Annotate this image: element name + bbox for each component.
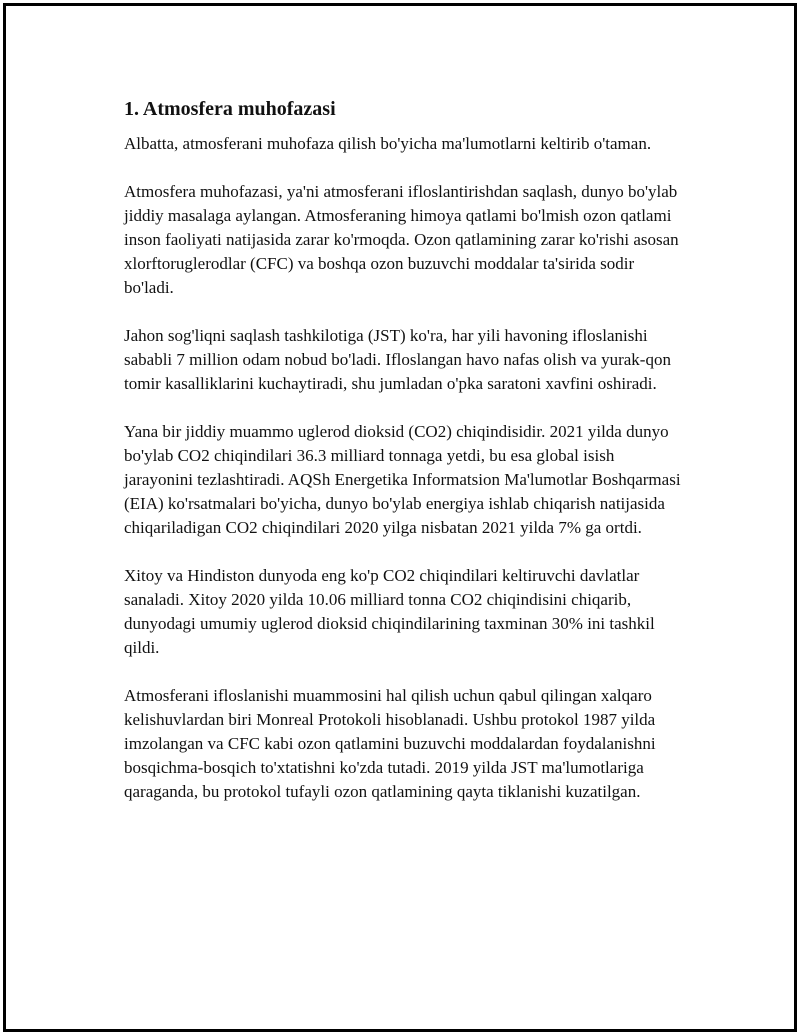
page-frame	[3, 3, 797, 1032]
section-heading: 1. Atmosfera muhofazasi	[124, 98, 336, 120]
paragraph-china-india: Xitoy va Hindiston dunyoda eng ko'p CO2 chiqindilari keltiruvchi davlatlar sanaladi. Xitoy 2020 yilda 10.06 milliard tonna CO2 chiqindisini chiqarib, dunyodagi umumiy uglerod dioksid chiqindilarining taxminan 30% ini tashkil qildi.	[124, 566, 655, 657]
document-body	[124, 96, 684, 828]
paragraph-co2: Yana bir jiddiy muammo uglerod dioksid (CO2) chiqindisidir. 2021 yilda dunyo bo'ylab CO2 chiqindilari 36.3 milliard tonnaga yetdi, bu esa global isish jarayonini tezlashtiradi. AQSh Energetika Informatsion Ma'lumotlar Boshqarmasi (EIA) ko'rsatmalari bo'yicha, dunyo bo'ylab energiya ishlab chiqarish natijasida chiqariladigan CO2 chiqindilari 2020 yilga nisbatan 2021 yilda 7% ga ortdi.	[124, 422, 681, 537]
paragraph-health: Jahon sog'liqni saqlash tashkilotiga (JST) ko'ra, har yili havoning ifloslanishi sababli 7 million odam nobud bo'ladi. Ifloslangan havo nafas olish va yurak-qon tomir kasalliklarini kuchaytiradi, shu jumladan o'pka saratoni xavfini oshiradi.	[124, 326, 671, 393]
paragraph-montreal: Atmosferani ifloslanishi muammosini hal qilish uchun qabul qilingan xalqaro kelishuvlardan biri Monreal Protokoli hisoblanadi. Ushbu protokol 1987 yilda imzolangan va CFC kabi ozon qatlamini buzuvchi moddalardan foydalanishni bosqichma-bosqich to'xtatishni ko'zda tutadi. 2019 yilda JST ma'lumotlariga qaraganda, bu protokol tufayli ozon qatlamining qayta tiklanishi kuzatilgan.	[124, 686, 656, 801]
paragraph-ozone: Atmosfera muhofazasi, ya'ni atmosferani ifloslantirishdan saqlash, dunyo bo'ylab jiddiy masalaga aylangan. Atmosferaning himoya qatlami bo'lmish ozon qatlami inson faoliyati natijasida zarar ko'rmoqda. Ozon qatlamining zarar ko'rishi asosan xlorftoruglerodlar (CFC) va boshqa ozon buzuvchi moddalar ta'sirida sodir bo'ladi.	[124, 182, 679, 297]
paragraph-intro: Albatta, atmosferani muhofaza qilish bo'yicha ma'lumotlarni keltirib o'taman.	[124, 134, 652, 153]
